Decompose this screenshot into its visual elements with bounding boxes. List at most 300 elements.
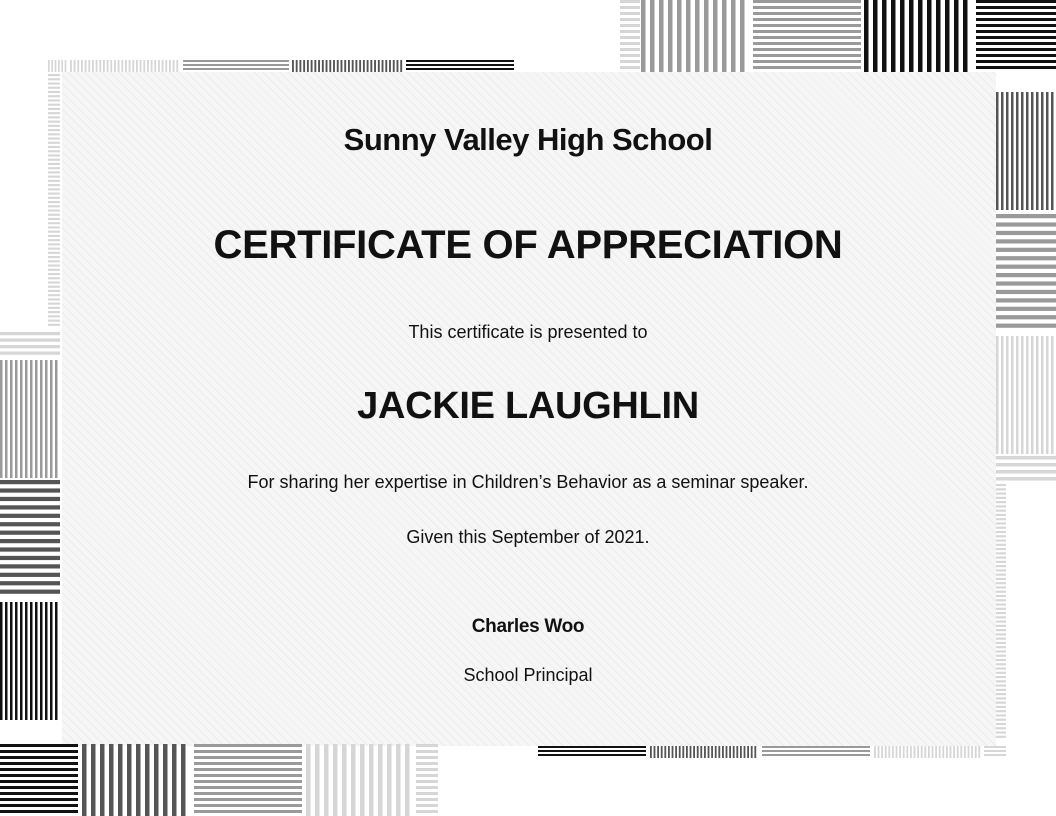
stripe-bar	[672, 746, 674, 758]
stripe-bar	[0, 798, 78, 801]
stripe-bar	[996, 650, 1006, 652]
stripe-bar	[0, 792, 78, 795]
stripe-bar	[953, 746, 955, 758]
stripe-bar	[194, 762, 302, 765]
stripe-block	[48, 60, 514, 72]
stripe-bar	[677, 0, 682, 72]
stripe-bar	[81, 60, 83, 72]
stripe-bar	[686, 746, 688, 758]
stripe-bar	[726, 746, 728, 758]
stripe-bar	[996, 719, 1006, 721]
stripe-bar	[996, 702, 1006, 704]
stripe-bar	[896, 746, 898, 758]
stripe-bar	[172, 744, 177, 816]
stripe-bar	[996, 273, 1056, 277]
certificate-title: CERTIFICATE OF APPRECIATION	[213, 223, 843, 267]
stripe-bar	[996, 693, 1006, 695]
stripe-bar	[700, 746, 702, 758]
stripe-bar	[996, 214, 1056, 218]
stripe-block	[620, 0, 1056, 72]
stripe-bar	[924, 746, 926, 758]
presented-to-line: This certificate is presented to	[408, 322, 648, 342]
stripe-bar	[762, 746, 870, 748]
stripe-bar	[996, 582, 1006, 584]
stripe-bar	[416, 744, 438, 747]
stripe-bar	[996, 723, 1006, 725]
stripe-bar	[733, 746, 735, 758]
stripe-bar	[169, 60, 171, 72]
stripe-bar	[0, 522, 60, 526]
stripe-bar	[976, 54, 1056, 57]
stripe-bar	[355, 60, 357, 72]
stripe-bar	[194, 810, 302, 813]
stripe-bar	[753, 66, 861, 69]
stripe-bar	[996, 501, 1006, 503]
stripe-bar	[753, 48, 861, 51]
stripe-bar	[996, 290, 1056, 294]
stripe-bar	[348, 60, 350, 72]
stripe-bar	[996, 655, 1006, 657]
stripe-bar	[143, 60, 145, 72]
stripe-bar	[416, 762, 438, 765]
stripe-block	[0, 744, 438, 816]
stripe-bar	[48, 87, 60, 89]
stripe-bar	[393, 60, 395, 72]
stripe-bar	[48, 315, 60, 317]
stripe-bar	[48, 104, 60, 106]
stripe-bar	[416, 750, 438, 753]
stripe-bar	[690, 746, 692, 758]
stripe-bar	[693, 746, 695, 758]
stripe-bar	[664, 746, 666, 758]
stripe-bar	[996, 578, 1006, 580]
stripe-bar	[976, 24, 1056, 27]
stripe-bar	[194, 786, 302, 789]
stripe-bar	[306, 744, 311, 816]
stripe-bar	[654, 746, 656, 758]
stripe-bar	[996, 659, 1006, 661]
stripe-bar	[405, 744, 410, 816]
stripe-bar	[996, 565, 1006, 567]
stripe-bar	[154, 60, 156, 72]
stripe-bar	[996, 689, 1006, 691]
stripe-bar	[954, 0, 959, 72]
stripe-bar	[668, 0, 673, 72]
stripe-bar	[996, 307, 1056, 311]
stripe-bar	[996, 456, 1056, 460]
stripe-bar	[48, 171, 60, 173]
stripe-bar	[881, 746, 883, 758]
stripe-bar	[100, 744, 105, 816]
stripe-bar	[996, 646, 1006, 648]
stripe-bar	[927, 0, 932, 72]
stripe-bar	[996, 599, 1006, 601]
stripe-bar	[114, 60, 116, 72]
stripe-bar	[48, 184, 60, 186]
stripe-bar	[762, 754, 870, 756]
stripe-bar	[753, 42, 861, 45]
stripe-bar	[352, 60, 354, 72]
stripe-bar	[194, 774, 302, 777]
stripe-bar	[299, 60, 301, 72]
stripe-bar	[976, 42, 1056, 45]
stripe-bar	[910, 746, 912, 758]
stripe-bar	[406, 64, 514, 66]
stripe-bar	[971, 746, 973, 758]
stripe-bar	[406, 60, 514, 62]
stripe-bar	[906, 746, 908, 758]
stripe-bar	[899, 746, 901, 758]
stripe-bar	[151, 60, 153, 72]
stripe-bar	[85, 60, 87, 72]
stripe-bar	[620, 66, 640, 69]
stripe-bar	[121, 60, 123, 72]
stripe-bar	[753, 24, 861, 27]
stripe-bar	[396, 744, 401, 816]
stripe-bar	[878, 746, 880, 758]
stripe-bar	[957, 746, 959, 758]
stripe-bar	[0, 514, 60, 518]
stripe-bar	[917, 746, 919, 758]
stripe-bar	[48, 290, 60, 292]
stripe-bar	[538, 746, 646, 748]
stripe-bar	[996, 574, 1006, 576]
stripe-bar	[74, 60, 76, 72]
stripe-bar	[0, 768, 78, 771]
stripe-bar	[996, 736, 1006, 738]
stripe-bar	[659, 0, 664, 72]
stripe-bar	[194, 756, 302, 759]
stripe-bar	[0, 581, 60, 585]
stripe-bar	[945, 0, 950, 72]
stripe-bar	[125, 60, 127, 72]
stripe-bar	[984, 746, 1006, 748]
stripe-bar	[686, 0, 691, 72]
stripe-bar	[333, 744, 338, 816]
stripe-bar	[740, 0, 745, 72]
stripe-bar	[344, 60, 346, 72]
stripe-bar	[976, 36, 1056, 39]
stripe-bar	[51, 60, 53, 72]
stripe-bar	[303, 60, 305, 72]
stripe-bar	[668, 746, 670, 758]
stripe-bar	[374, 60, 376, 72]
stripe-bar	[341, 60, 343, 72]
stripe-bar	[65, 60, 67, 72]
stripe-bar	[620, 18, 640, 21]
stripe-bar	[0, 345, 60, 348]
stripe-bar	[996, 706, 1006, 708]
stripe-bar	[715, 746, 717, 758]
stripe-bar	[996, 548, 1006, 550]
stripe-bar	[378, 60, 380, 72]
stripe-bar	[127, 744, 132, 816]
stripe-bar	[48, 205, 60, 207]
stripe-bar	[48, 303, 60, 305]
stripe-bar	[129, 60, 131, 72]
stripe-bar	[762, 750, 870, 752]
stripe-bar	[48, 311, 60, 313]
stripe-bar	[389, 60, 391, 72]
stripe-bar	[314, 60, 316, 72]
stripe-bar	[140, 60, 142, 72]
stripe-bar	[935, 746, 937, 758]
stripe-bar	[48, 108, 60, 110]
stripe-bar	[0, 352, 60, 355]
stripe-bar	[873, 0, 878, 72]
stripe-bar	[48, 167, 60, 169]
stripe-bar	[382, 60, 384, 72]
stripe-bar	[58, 60, 60, 72]
stripe-bar	[48, 163, 60, 165]
stripe-bar	[145, 744, 150, 816]
stripe-bar	[0, 573, 60, 577]
stripe-bar	[942, 746, 944, 758]
stripe-bar	[996, 731, 1006, 733]
stripe-bar	[48, 82, 60, 84]
stripe-bar	[48, 60, 50, 72]
stripe-bar	[378, 744, 383, 816]
stripe-bar	[976, 60, 1056, 63]
stripe-bar	[620, 24, 640, 27]
stripe-bar	[996, 569, 1006, 571]
signer-name: Charles Woo	[471, 616, 585, 637]
stripe-bar	[996, 714, 1006, 716]
stripe-bar	[620, 48, 640, 51]
stripe-bar	[657, 746, 659, 758]
stripe-bar	[367, 60, 369, 72]
stripe-bar	[132, 60, 134, 72]
stripe-bar	[996, 612, 1006, 614]
stripe-bar	[118, 60, 120, 72]
stripe-bar	[109, 744, 114, 816]
stripe-bar	[996, 281, 1056, 285]
stripe-bar	[360, 744, 365, 816]
stripe-bar	[864, 0, 869, 72]
stripe-bar	[753, 0, 861, 3]
stripe-bar	[0, 744, 78, 747]
signer-title: School Principal	[463, 665, 593, 685]
stripe-bar	[996, 505, 1006, 507]
stripe-bar	[307, 60, 309, 72]
stripe-bar	[976, 12, 1056, 15]
stripe-bar	[48, 269, 60, 271]
stripe-bar	[0, 547, 60, 551]
stripe-bar	[679, 746, 681, 758]
stripe-bar	[194, 768, 302, 771]
stripe-bar	[322, 60, 324, 72]
stripe-bar	[620, 0, 640, 3]
stripe-bar	[996, 463, 1056, 467]
stripe-bar	[996, 557, 1006, 559]
stripe-bar	[996, 586, 1006, 588]
stripe-bar	[996, 561, 1006, 563]
stripe-bar	[996, 697, 1006, 699]
stripe-bar	[976, 18, 1056, 21]
stripe-bar	[397, 60, 399, 72]
stripe-bar	[147, 60, 149, 72]
stripe-bar	[751, 746, 753, 758]
stripe-bar	[194, 750, 302, 753]
stripe-bar	[968, 746, 970, 758]
stripe-bar	[976, 0, 1056, 3]
stripe-bar	[48, 197, 60, 199]
stripe-bar	[900, 0, 905, 72]
stripe-bar	[181, 744, 186, 816]
stripe-bar	[194, 744, 302, 747]
stripe-bar	[874, 746, 876, 758]
stripe-bar	[936, 0, 941, 72]
stripe-bar	[400, 60, 402, 72]
stripe-bar	[96, 60, 98, 72]
stripe-bar	[103, 60, 105, 72]
stripe-bar	[48, 176, 60, 178]
stripe-bar	[110, 60, 112, 72]
stripe-bar	[416, 786, 438, 789]
stripe-bar	[996, 608, 1006, 610]
stripe-bar	[722, 0, 727, 72]
stripe-bar	[538, 750, 646, 752]
stripe-bar	[194, 792, 302, 795]
stripe-bar	[0, 804, 78, 807]
stripe-bar	[194, 780, 302, 783]
stripe-bar	[722, 746, 724, 758]
stripe-bar	[914, 746, 916, 758]
stripe-bar	[984, 750, 1006, 752]
stripe-bar	[891, 0, 896, 72]
stripe-bar	[292, 60, 294, 72]
stripe-bar	[183, 68, 289, 70]
stripe-bar	[48, 273, 60, 275]
stripe-bar	[337, 60, 339, 72]
stripe-bar	[48, 214, 60, 216]
stripe-bar	[892, 746, 894, 758]
stripe-bar	[107, 60, 109, 72]
stripe-bar	[960, 746, 962, 758]
stripe-bar	[48, 201, 60, 203]
stripe-bar	[675, 746, 677, 758]
stripe-bar	[416, 780, 438, 783]
stripe-bar	[416, 756, 438, 759]
stripe-bar	[731, 0, 736, 72]
stripe-bar	[996, 710, 1006, 712]
stripe-bar	[406, 68, 514, 70]
stripe-bar	[385, 60, 387, 72]
stripe-bar	[620, 12, 640, 15]
stripe-bar	[0, 762, 78, 765]
stripe-bar	[984, 754, 1006, 756]
stripe-bar	[996, 727, 1006, 729]
stripe-bar	[48, 180, 60, 182]
stripe-bar	[996, 518, 1006, 520]
stripe-bar	[342, 744, 347, 816]
stripe-bar	[976, 30, 1056, 33]
stripe-bar	[48, 112, 60, 114]
stripe-bar	[744, 746, 746, 758]
stripe-bar	[0, 774, 78, 777]
stripe-bar	[176, 60, 178, 72]
stripe-bar	[950, 746, 952, 758]
stripe-bar	[704, 0, 709, 72]
stripe-bar	[0, 505, 60, 509]
stripe-bar	[978, 746, 980, 758]
stripe-bar	[996, 514, 1006, 516]
stripe-bar	[946, 746, 948, 758]
stripe-bar	[976, 48, 1056, 51]
stripe-bar	[882, 0, 887, 72]
stripe-bar	[48, 91, 60, 93]
stripe-bar	[315, 744, 320, 816]
stripe-bar	[753, 60, 861, 63]
stripe-bar	[333, 60, 335, 72]
stripe-bar	[0, 564, 60, 568]
stripe-bar	[48, 193, 60, 195]
stripe-bar	[740, 746, 742, 758]
stripe-bar	[296, 60, 298, 72]
stripe-bar	[650, 0, 655, 72]
stripe-bar	[620, 6, 640, 9]
stripe-bar	[753, 6, 861, 9]
stripe-bar	[91, 744, 96, 816]
stripe-bar	[48, 116, 60, 118]
stripe-bar	[173, 60, 175, 72]
stripe-bar	[154, 744, 159, 816]
stripe-bar	[939, 746, 941, 758]
stripe-bar	[311, 60, 313, 72]
stripe-bar	[48, 95, 60, 97]
stripe-bar	[996, 298, 1056, 302]
stripe-bar	[964, 746, 966, 758]
stripe-bar	[928, 746, 930, 758]
stripe-bar	[318, 60, 320, 72]
stripe-bar	[48, 209, 60, 211]
stripe-bar	[996, 603, 1006, 605]
stripe-bar	[650, 746, 652, 758]
school-name: Sunny Valley High School	[343, 122, 713, 157]
stripe-bar	[183, 64, 289, 66]
stripe-bar	[351, 744, 356, 816]
stripe-bar	[736, 746, 738, 758]
stripe-bar	[136, 60, 138, 72]
stripe-bar	[194, 804, 302, 807]
stripe-bar	[48, 78, 60, 80]
stripe-bar	[165, 60, 167, 72]
stripe-bar	[324, 744, 329, 816]
stripe-bar	[921, 746, 923, 758]
appreciation-reason: For sharing her expertise in Children’s Behavior as a seminar speaker.	[247, 472, 809, 492]
stripe-bar	[708, 746, 710, 758]
stripe-bar	[885, 746, 887, 758]
stripe-bar	[70, 60, 72, 72]
stripe-bar	[620, 42, 640, 45]
stripe-bar	[48, 159, 60, 161]
stripe-bar	[661, 746, 663, 758]
stripe-bar	[48, 281, 60, 283]
stripe-bar	[620, 36, 640, 39]
stripe-bar	[48, 218, 60, 220]
stripe-bar	[387, 744, 392, 816]
stripe-bar	[996, 642, 1006, 644]
stripe-bar	[0, 786, 78, 789]
stripe-bar	[888, 746, 890, 758]
stripe-bar	[641, 0, 646, 72]
stripe-bar	[416, 792, 438, 795]
stripe-bar	[753, 18, 861, 21]
stripe-bar	[363, 60, 365, 72]
stripe-bar	[753, 36, 861, 39]
stripe-bar	[753, 30, 861, 33]
stripe-bar	[975, 746, 977, 758]
